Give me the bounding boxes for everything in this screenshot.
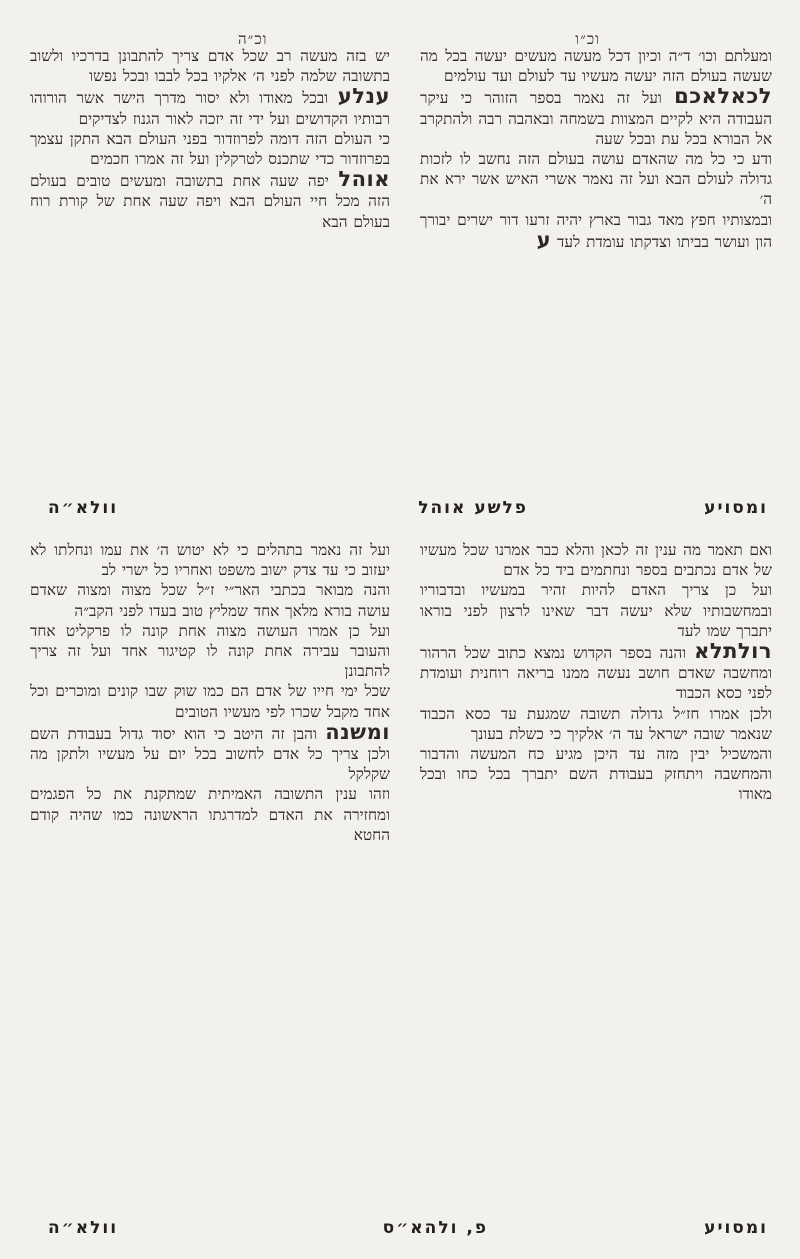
- section-header: [28, 498, 778, 526]
- bold-heading-word: ע: [536, 227, 552, 252]
- paragraph: שכל ימי חייו של אדם הם כמו שוק שבו קונים ומוכרים וכל אחד מקבל שכרו לפי מעשיו הטובים: [30, 682, 390, 721]
- section-header-right: ומסויע: [704, 498, 768, 518]
- bold-heading-word: ומשנה: [325, 719, 390, 744]
- footer-center: פ, ולהא״ס: [382, 1218, 488, 1238]
- paragraph: ענלע ובכל מאודו ולא יסור מדרך הישר אשר הורוהו רבותיו הקדושים ועל ידי זה יזכה לאור הגנוז לצדיקים: [30, 84, 390, 128]
- top-right-column: [420, 46, 772, 481]
- paragraph: ומעלתם וכו׳ ד״ה וכיון דכל מעשה מעשים יעשה בכל מה שעשה בעולם הזה יעשה מעשיו עד לעולם ועד עולמים: [420, 47, 772, 86]
- paragraph: ואם תאמר מה ענין זה לכאן והלא כבר אמרנו שכל מעשיו של אדם נכתבים בספר ונחתמים ביד כל אדם: [420, 541, 772, 580]
- paragraph: אוהל יפה שעה אחת בתשובה ומעשים טובים בעולם הזה מכל חיי העולם הבא ויפה שעה אחת של קורת רוח בעולם הבא: [30, 167, 390, 231]
- paragraph: ודע כי כל מה שהאדם עושה בעולם הזה נחשב לו לזכות גדולה לעולם הבא ועל זה נאמר אשרי האיש אשר ירא את ה׳: [420, 150, 772, 209]
- footer-left: וולא״ה: [48, 1218, 119, 1238]
- paragraph: ועל כן צריך האדם להיות זהיר במעשיו ובדבוריו ובמחשבותיו שלא יעשה דבר שאינו לרצון לפני בוראו יתברך שמו לעד: [420, 581, 772, 640]
- paragraph: יש בזה מעשה רב שכל אדם צריך להתבונן בדרכיו ולשוב בתשובה שלמה לפני ה׳ אלקיו בכל לבבו ובכל נפשו: [30, 47, 390, 86]
- bold-heading-word: לכאלאכם: [674, 84, 772, 109]
- page-footer: [28, 1218, 778, 1244]
- paragraph: ולכן אמרו חז״ל גדולה תשובה שמגעת עד כסא הכבוד שנאמר שובה ישראל עד ה׳ אלקיך כי כשלת בעונך: [420, 704, 772, 743]
- folio-number-right: וכ״ו: [575, 30, 600, 48]
- paragraph: לכאלאכם ועל זה נאמר בספר הזוהר כי עיקר העבודה היא לקיים המצוות בשמחה ובאהבה רבה ולהתקרב אל הבורא בכל עת ובכל שעה: [420, 84, 772, 148]
- bold-heading-word: ענלע: [337, 84, 390, 109]
- paragraph: וזהו ענין התשובה האמיתית שמתקנת את כל הפגמים ומחזירה את האדם למדרגתו הראשונה כמו שהיה קודם החטא: [30, 785, 390, 844]
- paragraph: רולתלא והנה בספר הקדוש נמצא כתוב שכל הרהור ומחשבה שאדם חושב נעשה ממנו בריאה רוחנית ועומדת לפני כסא הכבוד: [420, 639, 772, 703]
- paragraph: ומשנה והבן זה היטב כי הוא יסוד גדול בעבודת השם ולכן צריך כל אדם לחשוב בכל יום על מעשיו ולתקן מה שקלקל: [30, 719, 390, 784]
- footer-right: ומסויע: [704, 1218, 768, 1238]
- top-left-column: [30, 46, 390, 481]
- bold-heading-word: רולתלא: [694, 639, 772, 664]
- bold-heading-word: אוהל: [338, 167, 390, 192]
- bottom-left-column: [30, 540, 390, 1212]
- section-header-left: וולא״ה: [48, 498, 119, 518]
- paragraph: כי העולם הזה דומה לפרוזדור בפני העולם הבא התקן עצמך בפרוזדור כדי שתכנס לטרקלין ועל זה אמרו חכמים: [30, 129, 390, 169]
- paragraph: והנה מבואר בכתבי האר״י ז״ל שכל מצוה ומצוה שאדם עושה בורא מלאך אחד שמליץ טוב בעדו לפני הקב״ה: [30, 581, 390, 620]
- section-header-center: פלשע אוהל: [418, 498, 528, 518]
- bottom-right-column: [420, 540, 772, 1212]
- paragraph: ועל זה נאמר בתהלים כי לא יטוש ה׳ את עמו ונחלתו לא יעזוב כי עד צדק ישוב משפט ואחריו כל ישרי לב: [30, 541, 390, 580]
- folio-number-left: וכ״ה: [238, 30, 268, 48]
- paragraph: ועל כן אמרו העושה מצוה אחת קונה לו פרקליט אחד והעובר עבירה אחת קונה לו קטיגור אחד ועל זה צריך להתבונן: [30, 621, 390, 681]
- paragraph: ובמצותיו חפץ מאד גבור בארץ יהיה זרעו דור ישרים יבורך הון ועושר בביתו וצדקתו עומדת לעד ע: [420, 210, 772, 252]
- paragraph: והמשכיל יבין מזה עד היכן מגיע כח המעשה והדבור והמחשבה ויתחזק בעבודת השם יתברך בכל כחו ובכל מאודו: [420, 745, 772, 804]
